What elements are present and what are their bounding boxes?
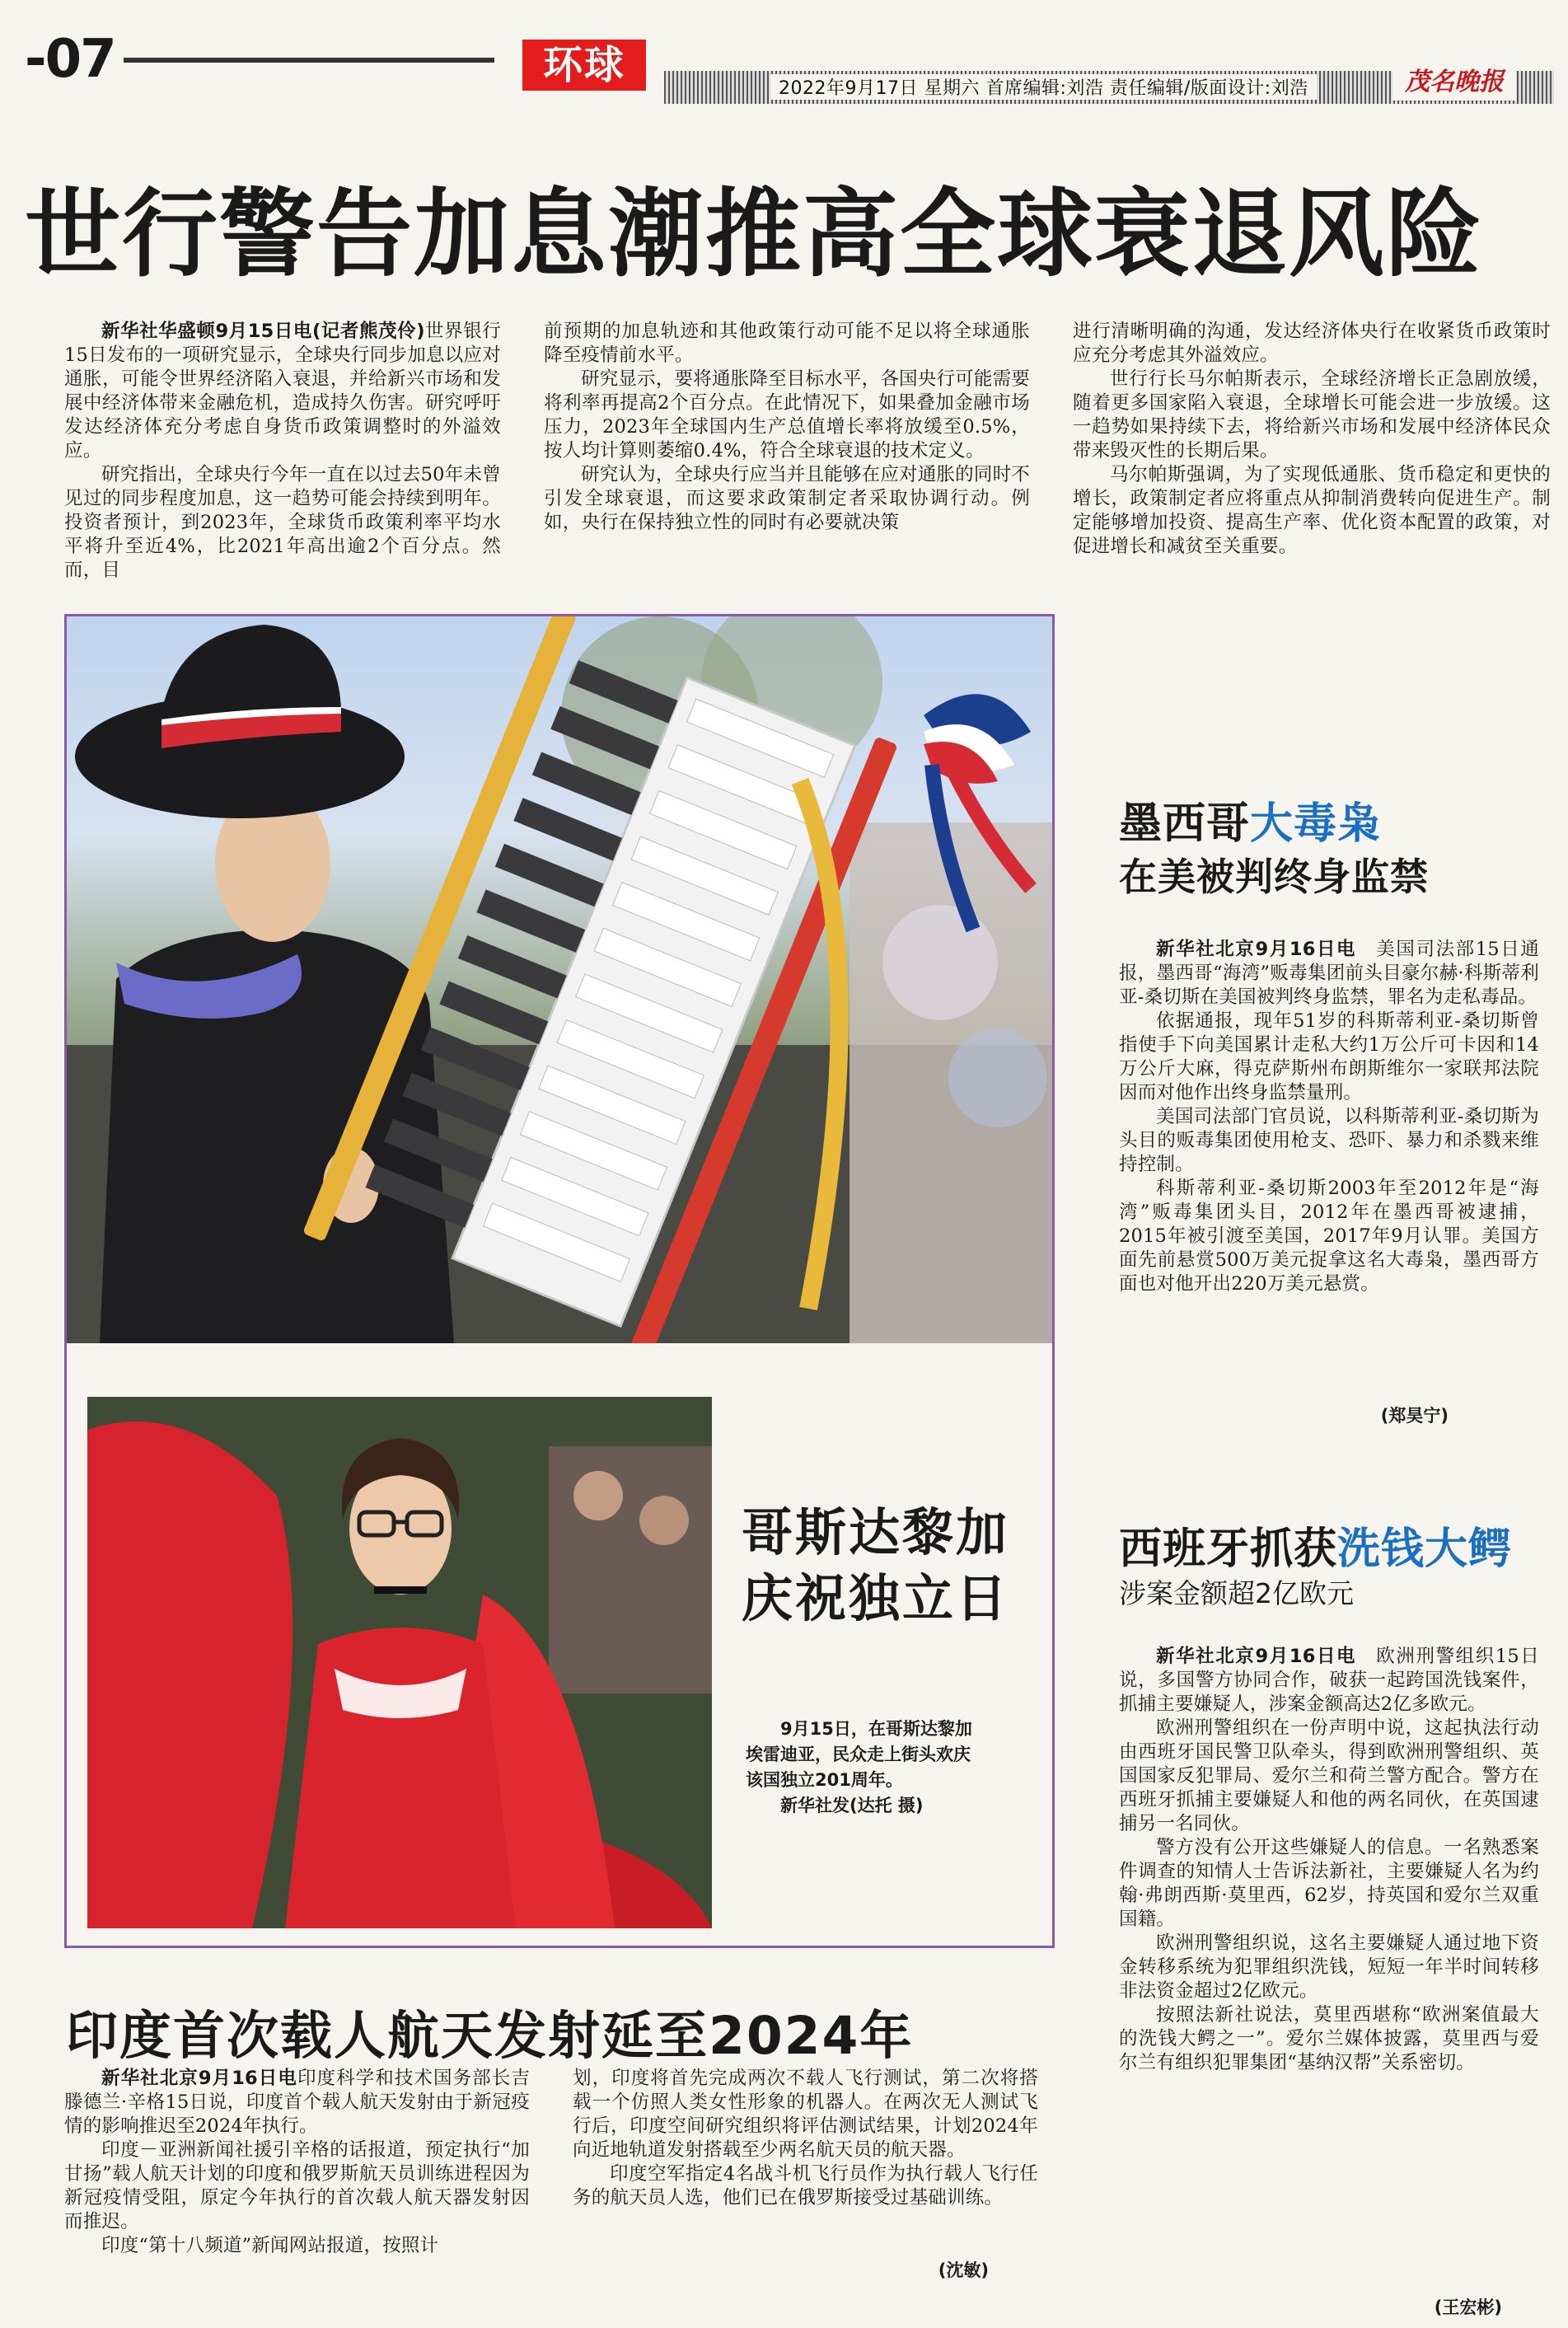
- mexico-headline-text: 墨西哥: [1119, 799, 1251, 849]
- photo-caption-credit: 新华社发(达托 摄): [780, 1796, 924, 1815]
- photo-caption-line-3: 该国独立201周年。: [746, 1770, 903, 1790]
- main-headline: 世行警告加息潮推高全球衰退风险: [25, 179, 1483, 290]
- spain-subheadline: 涉案金额超2亿欧元: [1119, 1577, 1354, 1609]
- photo-dancer-illustration: [87, 1397, 712, 1928]
- main-byline: 新华社华盛顿9月15日电(记者熊茂伶): [101, 321, 425, 342]
- mexico-article-body: [1119, 938, 1539, 1296]
- header-rule: [124, 58, 494, 63]
- india-col2-p1: 划，印度将首先完成两次不载人飞行测试，第二次将搭载一个仿照人类女性形象的机器人。在两次无人测试飞行后，印度空间研究组织将评估测试结果，计划2024年向近地轨道发射搭载至少两名航天员的航天器。: [573, 2068, 1038, 2161]
- main-col3-p3: 马尔帕斯强调，为了实现低通胀、货币稳定和更快的增长，政策制定者应将重点从抑制消费转向促进生产。制定能够增加投资、提高生产率、优化资本配置的政策，对促进增长和减贫至关重要。: [1073, 464, 1551, 557]
- page-number: -07: [25, 29, 115, 90]
- photo-caption: [746, 1717, 1042, 1819]
- spain-p4: 欧洲刑警组织说，这名主要嫌疑人通过地下资金转移系统为犯罪组织洗钱，短短一年半时间转移非法资金超过2亿欧元。: [1119, 1932, 1539, 2002]
- section-tag: 环球: [522, 40, 646, 91]
- spain-article-body: [1119, 1645, 1539, 2075]
- mexico-headline: [1119, 798, 1381, 850]
- photo-dancer-girl: [87, 1397, 712, 1928]
- india-article-col-1: [64, 2067, 530, 2258]
- mexico-p3: 美国司法部门官员说，以科斯蒂利亚-桑切斯为头目的贩毒集团使用枪支、恐吓、暴力和杀戮来维持控制。: [1119, 1106, 1539, 1175]
- spain-p5: 按照法新社说法，莫里西堪称“欧洲案值最大的洗钱大鳄之一”。爱尔兰媒体披露，莫里西与爱尔兰有组织犯罪集团“基纳汉帮”关系密切。: [1119, 2004, 1539, 2073]
- spain-p2: 欧洲刑警组织在一份声明中说，这起执法行动由西班牙国民警卫队牵头，得到欧洲刑警组织、英国国家反犯罪局、爱尔兰和荷兰警方配合。警方在西班牙抓捕主要嫌疑人和他的两名同伙，在英国逮捕另一名同伙。: [1119, 1717, 1539, 1834]
- spain-p3: 警方没有公开这些嫌疑人的信息。一名熟悉案件调查的知情人士告诉法新社，主要嫌疑人名为约翰·弗朗西斯·莫里西，62岁，持英国和爱尔兰双重国籍。: [1119, 1837, 1539, 1930]
- mexico-byline: 新华社北京9月16日电: [1156, 939, 1357, 960]
- mexico-signature: (郑昊宁): [1380, 1406, 1449, 1426]
- india-byline: 新华社北京9月16日电: [101, 2068, 297, 2089]
- main-article-col-3: [1073, 320, 1551, 559]
- mexico-headline-highlight: 大毒枭: [1250, 799, 1382, 849]
- india-article-col-2: [573, 2067, 1038, 2210]
- spain-headline-highlight: 洗钱大鳄: [1337, 1525, 1513, 1574]
- india-col1-p3: 印度“第十八频道”新闻网站报道，按照计: [101, 2235, 439, 2256]
- main-col1-p1: 世界银行15日发布的一项研究显示，全球央行同步加息以应对通胀，可能令世界经济陷入衰退，并给新兴市场和发展中经济体带来金融危机，造成持久伤害。研究呼吁发达经济体充分考虑自身货币政策调整时的外溢效应。: [64, 321, 501, 461]
- india-headline: 印度首次载人航天发射延至2024年: [66, 2006, 914, 2066]
- spain-signature: (王宏彬): [1434, 2298, 1502, 2317]
- masthead-logo: 茂名晚报: [1392, 64, 1516, 101]
- mexico-p4: 科斯蒂利亚-桑切斯2003年至2012年是“海湾”贩毒集团头目，2012年在墨西哥被逮捕，2015年被引渡至美国，2017年9月认罪。美国方面先前悬赏500万美元捉拿这名大毒枭，墨西哥方面也对他开出220万美元悬赏。: [1119, 1178, 1539, 1295]
- photo-feature-title-line-1: 哥斯达黎加: [742, 1502, 1010, 1562]
- main-article-col-2: [544, 320, 1030, 535]
- photo-feature-title-line-2: 庆祝独立日: [742, 1568, 1010, 1628]
- main-col2-p2: 研究显示，要将通胀降至目标水平，各国央行可能需要将利率再提高2个百分点。在此情况下，如果叠加金融市场压力，2023年全球国内生产总值增长率将放缓至0.5%，按人均计算则萎缩0.4%，符合全球衰退的技术定义。: [544, 368, 1030, 461]
- mexico-p1: 美国司法部15日通报，墨西哥“海湾”贩毒集团前头目豪尔赫·科斯蒂利亚-桑切斯在美国被判终身监禁，罪名为走私毒品。: [1119, 939, 1540, 1008]
- main-article-col-1: [64, 320, 501, 583]
- main-col1-p2: 研究指出，全球央行今年一直在以过去50年未曾见过的同步程度加息，这一趋势可能会持续到明年。投资者预计，到2023年，全球货币政策利率平均水平将升至近4%，比2021年高出逾2个百分点。然而，目: [64, 464, 501, 581]
- photo-xylophone-illustration: [67, 616, 1052, 1343]
- dateline: 2022年9月17日 星期六 首席编辑:刘浩 责任编辑/版面设计:刘浩: [770, 74, 1317, 100]
- main-col2-p3: 研究认为，全球央行应当并且能够在应对通胀的同时不引发全球衰退，而这要求政策制定者采取协调行动。例如，央行在保持独立性的同时有必要就决策: [544, 464, 1030, 533]
- main-col2-p1: 前预期的加息轨迹和其他政策行动可能不足以将全球通胀降至疫情前水平。: [544, 321, 1030, 366]
- mexico-subheadline: 在美被判终身监禁: [1119, 855, 1429, 899]
- india-col2-p2: 印度空军指定4名战斗机飞行员作为执行载人飞行任务的航天员人选，他们已在俄罗斯接受过基础训练。: [573, 2163, 1038, 2209]
- main-col3-p2: 世行行长马尔帕斯表示，全球经济增长正急剧放缓，随着更多国家陷入衰退，全球增长可能会进一步放缓。这一趋势如果持续下去，将给新兴市场和发展中经济体民众带来毁灭性的长期后果。: [1073, 368, 1551, 461]
- photo-xylophone-boy: [67, 616, 1052, 1343]
- mexico-p2: 依据通报，现年51岁的科斯蒂利亚-桑切斯曾指使手下向美国累计走私大约1万公斤可卡因和14万公斤大麻，得克萨斯州布朗斯维尔一家联邦法院因而对他作出终身监禁量刑。: [1119, 1010, 1539, 1103]
- photo-caption-line-2: 埃雷迪亚，民众走上街头欢庆: [746, 1745, 971, 1764]
- photo-feature-title: [742, 1500, 1009, 1632]
- spain-headline-text: 西班牙抓获: [1119, 1525, 1338, 1574]
- india-signature: (沈敏): [938, 2260, 989, 2280]
- india-col1-p1: 印度科学和技术国务部长吉滕德兰·辛格15日说，印度首个载人航天发射由于新冠疫情的影响推迟至2024年执行。: [64, 2068, 531, 2137]
- spain-byline: 新华社北京9月16日电: [1156, 1646, 1357, 1667]
- india-col1-p2: 印度－亚洲新闻社援引辛格的话报道，预定执行“加甘扬”载人航天计划的印度和俄罗斯航天员训练进程因为新冠疫情受阻，原定今年执行的首次载人航天器发射因而推迟。: [64, 2139, 530, 2232]
- main-col3-p1: 进行清晰明确的沟通，发达经济体央行在收紧货币政策时应充分考虑其外溢效应。: [1073, 321, 1551, 366]
- spain-headline: [1119, 1523, 1512, 1576]
- spain-p1: 欧洲刑警组织15日说，多国警方协同合作，破获一起跨国洗钱案件，抓捕主要嫌疑人，涉案金额高达2亿多欧元。: [1119, 1646, 1540, 1715]
- photo-caption-line-1: 9月15日，在哥斯达黎加: [780, 1719, 972, 1739]
